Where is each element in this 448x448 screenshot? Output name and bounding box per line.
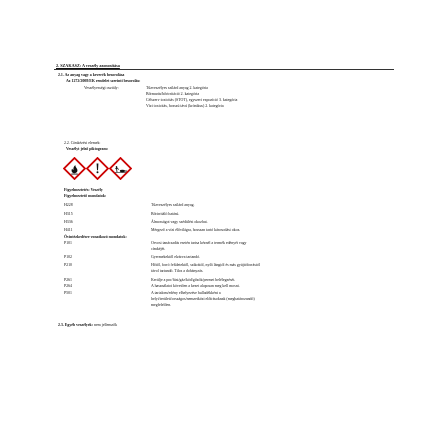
p-code: P102 [64, 255, 72, 259]
p-text: megfelelően. [151, 303, 172, 307]
class-item: Vízi toxicitás, hosszú távú (krónikus) 2. kategória [146, 104, 224, 108]
p-text: Hőtől, forró felületektől, szikrától, nyílt lángtól és más gyújtóforrástól [151, 263, 261, 267]
section-divider [54, 69, 394, 70]
p-code: P210 [64, 263, 72, 267]
p-text: Orvosi tanácsadás esetén tartsa kéznél a termék edényét vagy [151, 241, 247, 245]
other-hazards [58, 324, 117, 328]
p-text: címkéjét. [151, 247, 166, 251]
h-code: H228 [64, 203, 73, 207]
p-code: P501 [64, 291, 72, 295]
other-hazards-label: 2.3. Egyéb veszélyek: [58, 323, 94, 327]
pictogram-label: Veszélyt jelző piktogram: [66, 147, 108, 151]
p-text: helyi/területi/országos/nemzetközi előírásoknak (meghatározandó) [151, 297, 255, 301]
p-text: Gyermekektől elzárva tartandó. [151, 255, 201, 259]
subsection-2-2: 2.2. Címkézési elemek: [64, 141, 101, 145]
section-title: 2. SZAKASZ: A veszély azonosítása [56, 63, 120, 68]
class-item: Célszerv toxicitás (STOT), egyszeri expozíció 3. kategória [146, 98, 238, 102]
p-text: Kerülje a por/füst/gáz/köd/gőzök/permet belélegzését. [151, 278, 236, 282]
class-item: Tűzveszélyes szilárd anyag 2. kategória [146, 86, 208, 90]
signal-word: Figyelmeztetés: Veszély [64, 188, 103, 192]
other-hazards-text: nem jellemzők [94, 323, 118, 327]
h-code: H315 [64, 212, 73, 216]
flame-icon [63, 157, 86, 180]
class-label: Veszélyességi osztály: [84, 86, 119, 90]
p-code: P264 [64, 284, 72, 288]
environment-icon [109, 157, 132, 180]
hazard-statements-heading: Figyelmeztető mondatok: [64, 194, 107, 198]
h-text: Mérgező a vízi élővilágra, hosszan tartó károsodást okoz. [151, 228, 241, 232]
p-code: P261 [64, 278, 72, 282]
h-code: H336 [64, 220, 73, 224]
exclamation-mark-icon [86, 157, 109, 180]
h-text: Bőrirritáló hatású. [151, 212, 180, 216]
h-text: Álmosságot vagy szédülést okozhat. [151, 220, 208, 224]
p-text: A használatot követően a kezet alaposan meg kell mosni. [151, 284, 240, 288]
p-text: távol tartandó. Tilos a dohányzás. [151, 269, 204, 273]
regulation-heading: Az 1272/2008/EK rendelet szerinti besorolás: [66, 79, 141, 83]
p-code: P101 [64, 241, 72, 245]
h-code: H411 [64, 228, 73, 232]
subsection-2-1: 2.1. Az anyag vagy a keverék besorolása [58, 73, 125, 77]
precautionary-statements-heading: Óvintézkedésre vonatkozó mondatok: [64, 235, 127, 239]
class-item: Bőrmarás/bőrirritáció 2. kategória [146, 92, 200, 96]
h-text: Tűzveszélyes szilárd anyag. [151, 203, 195, 207]
p-text: A tartalom/edény elhelyezése hulladékként a [151, 291, 221, 295]
